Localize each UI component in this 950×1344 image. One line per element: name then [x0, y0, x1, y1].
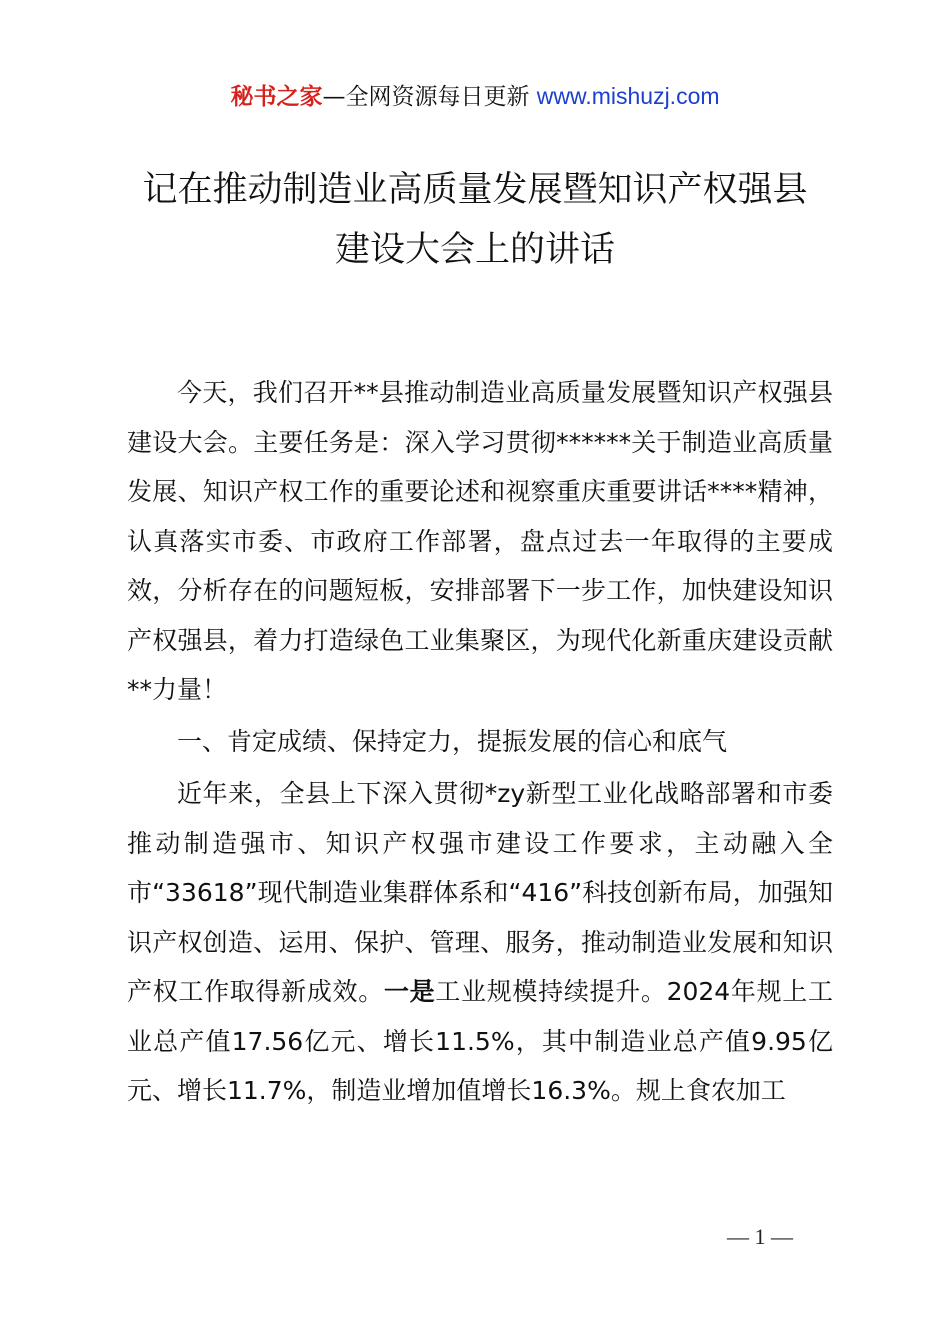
site-header: [0, 80, 950, 113]
document-body: [127, 368, 833, 1116]
site-url[interactable]: www.mishuzj.com: [536, 83, 720, 109]
section-paragraph: [127, 769, 833, 1116]
bold-lead: 一是: [383, 977, 436, 1006]
intro-paragraph: 今天，我们召开**县推动制造业高质量发展暨知识产权强县建设大会。主要任务是：深入学习贯彻******关于制造业高质量发展、知识产权工作的重要论述和视察重庆重要讲话****精神，认真落实市委、市政府工作部署，盘点过去一年取得的主要成效，分析存在的问题短板，安排部署下一步工作，加快建设知识产权强县，着力打造绿色工业集聚区，为现代化新重庆建设贡献**力量！: [127, 378, 833, 704]
brand-name: 秘书之家: [230, 84, 323, 110]
document-title: [60, 160, 890, 280]
page-number: — 1 —: [727, 1224, 793, 1249]
title-line-2: 建设大会上的讲话: [334, 230, 615, 270]
paragraph-text: 近年来，全县上下深入贯彻*zy新型工业化战略部署和市委推动制造强市、知识产权强市建设工作要求，主动融入全市“33618”现代制造业集群体系和“416”科技创新布局，加强知识产权创造、运用、保护、管理、服务，推动制造业发展和知识产权工作取得新成效。: [127, 779, 833, 1006]
paragraph-continuation: 工业规模持续提升。2024年规上工业总产值17.56亿元、增长11.5%，其中制造业总产值9.95亿元、增长11.7%，制造业增加值增长16.3%。规上食农加工: [127, 977, 833, 1105]
header-slogan: —全网资源每日更新: [322, 84, 530, 110]
section-heading: 一、肯定成绩、保持定力，提振发展的信心和底气: [177, 726, 728, 756]
title-line-1: 记在推动制造业高质量发展暨知识产权强县: [142, 170, 808, 210]
